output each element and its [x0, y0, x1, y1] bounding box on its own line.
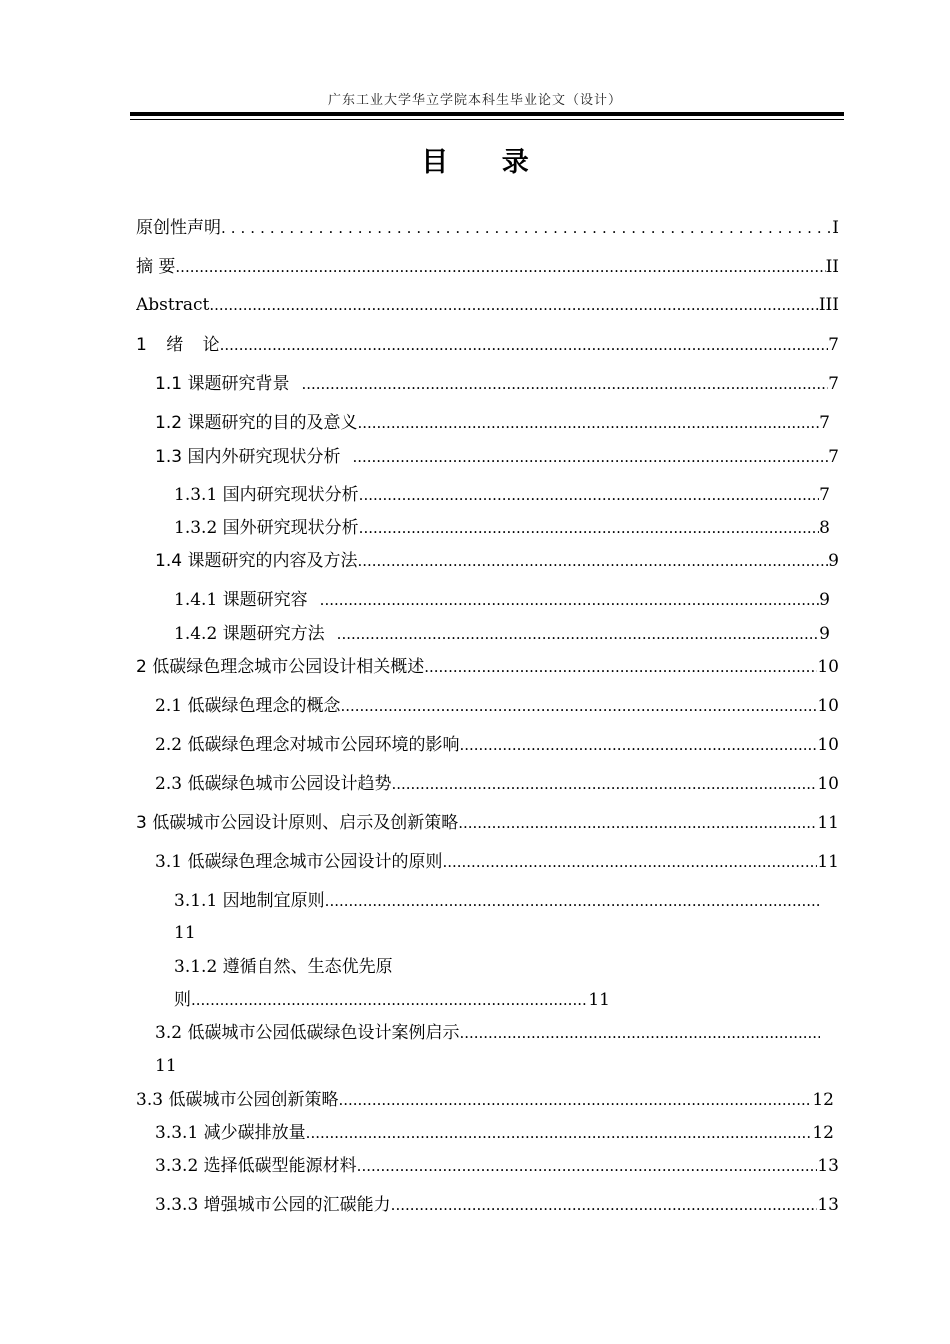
toc-entry-3-1-2[interactable] [174, 955, 393, 979]
toc-leader [325, 889, 820, 913]
toc-page: 7 [828, 447, 839, 467]
toc-entry-2-3[interactable] [155, 772, 839, 796]
toc-page: 7 [828, 335, 839, 355]
toc-label: 3.3.1 减少碳排放量 [155, 1123, 306, 1143]
toc-leader [391, 772, 817, 796]
toc-page: 12 [812, 1123, 834, 1143]
toc-entry-1-4-1[interactable] [174, 588, 830, 612]
toc-label-cont: 则 [174, 990, 191, 1010]
toc-page: 11 [588, 990, 610, 1010]
toc-label: 3 低碳城市公园设计原则、启示及创新策略 [136, 813, 459, 833]
toc-label: 2 低碳绿色理念城市公园设计相关概述 [136, 657, 425, 677]
toc-entry-1-3-2[interactable] [174, 516, 830, 540]
toc-page: 9 [819, 590, 830, 610]
toc-entry-abstract-cn[interactable] [136, 255, 839, 279]
toc-leader [442, 850, 817, 874]
toc-page: 9 [828, 551, 839, 571]
toc-label: 1.1 课题研究背景 [155, 374, 290, 394]
toc-leader [352, 445, 828, 469]
toc-label: 3.1 低碳绿色理念城市公园设计的原则 [155, 852, 443, 872]
toc-label: 3.2 低碳城市公园低碳绿色设计案例启示 [155, 1023, 460, 1043]
toc-entry-2-1[interactable] [155, 694, 839, 718]
toc-entry-1-4-2[interactable] [174, 622, 830, 646]
toc-entry-1-2[interactable] [155, 411, 830, 435]
toc-leader [459, 1021, 820, 1045]
toc-entry-3-1-2-cont[interactable] [174, 988, 610, 1012]
toc-label: 2.2 低碳绿色理念对城市公园环境的影响 [155, 735, 460, 755]
toc-page: 13 [817, 1195, 839, 1215]
toc-page: 7 [819, 413, 830, 433]
toc-page: 13 [817, 1156, 839, 1176]
toc-leader [340, 694, 817, 718]
toc-label: 3.3 低碳城市公园创新策略 [136, 1090, 339, 1110]
toc-leader [221, 216, 832, 240]
toc-label: 1.4 课题研究的内容及方法 [155, 551, 358, 571]
toc-leader [337, 622, 820, 646]
toc-page: 10 [817, 657, 839, 677]
toc-label: 3.3.3 增强城市公园的汇碳能力 [155, 1195, 391, 1215]
toc-label: 1.3.1 国内研究现状分析 [174, 485, 359, 505]
toc-leader [359, 483, 820, 507]
running-header: 广东工业大学华立学院本科生毕业论文（设计） [327, 93, 622, 108]
toc-entry-abstract-en[interactable] [136, 293, 839, 317]
toc-entry-originality[interactable] [136, 216, 839, 240]
toc-label: 3.1.1 因地制宜原则 [174, 891, 325, 911]
toc-page: III [818, 295, 839, 315]
toc-label: 1.4.1 课题研究容 [174, 590, 308, 610]
toc-entry-3-3-1[interactable] [155, 1121, 834, 1145]
toc-page: 11 [817, 852, 839, 872]
toc-entry-3-1[interactable] [155, 850, 839, 874]
toc-entry-1-3-1[interactable] [174, 483, 830, 507]
toc-entry-3-3-2[interactable] [155, 1154, 839, 1178]
toc-page: 10 [817, 774, 839, 794]
toc-leader [191, 988, 588, 1012]
toc-entry-3-3-3[interactable] [155, 1193, 839, 1217]
toc-page: 12 [812, 1090, 834, 1110]
toc-entry-1-1[interactable] [155, 372, 839, 396]
toc-leader [357, 411, 819, 435]
toc-page: II [825, 257, 839, 277]
toc-label: 1.2 课题研究的目的及意义 [155, 413, 358, 433]
toc-entry-3-3[interactable] [136, 1088, 834, 1112]
toc-page: 8 [819, 518, 830, 538]
toc-entry-2-2[interactable] [155, 733, 839, 757]
toc-entry-1-4[interactable] [155, 549, 839, 573]
toc-leader [424, 655, 817, 679]
toc-leader [306, 1121, 813, 1145]
toc-leader [220, 333, 829, 357]
toc-page: 7 [828, 374, 839, 394]
toc-page: 11 [817, 813, 839, 833]
toc-leader [357, 549, 828, 573]
header-rule-thin [130, 119, 844, 120]
toc-label: 3.3.2 选择低碳型能源材料 [155, 1156, 357, 1176]
toc-label: 摘 要 [136, 257, 176, 277]
toc-label: 2.3 低碳绿色城市公园设计趋势 [155, 774, 392, 794]
toc-entry-3-2[interactable] [155, 1021, 820, 1045]
toc-leader [320, 588, 820, 612]
toc-page: 10 [817, 735, 839, 755]
toc-page-wrapped: 11 [155, 1056, 177, 1076]
toc-label: 3.1.2 遵循自然、生态优先原 [174, 957, 393, 977]
toc-entry-3-1-1[interactable] [174, 889, 820, 913]
toc-leader [458, 811, 817, 835]
toc-entry-1-3[interactable] [155, 445, 839, 469]
toc-leader [359, 516, 820, 540]
page-title: 目 录 [421, 147, 551, 178]
toc-leader [357, 1154, 818, 1178]
toc-label: 1.3 国内外研究现状分析 [155, 447, 341, 467]
toc-leader [175, 255, 825, 279]
toc-leader [391, 1193, 818, 1217]
toc-page: 10 [817, 696, 839, 716]
toc-page: I [832, 218, 839, 238]
toc-leader [301, 372, 828, 396]
toc-label: 1.3.2 国外研究现状分析 [174, 518, 359, 538]
toc-entry-ch3[interactable] [136, 811, 839, 835]
toc-page-wrapped: 11 [174, 923, 196, 943]
header-rule-thick [130, 112, 844, 116]
toc-page: 7 [819, 485, 830, 505]
toc-page: 9 [819, 624, 830, 644]
toc-leader [338, 1088, 812, 1112]
toc-label: 原创性声明 [136, 218, 221, 238]
toc-label: 2.1 低碳绿色理念的概念 [155, 696, 341, 716]
toc-leader [459, 733, 817, 757]
toc-leader [209, 293, 819, 317]
toc-label: Abstract [136, 295, 210, 315]
toc-entry-ch2[interactable] [136, 655, 839, 679]
toc-label: 1 绪 论 [136, 335, 220, 355]
toc-label: 1.4.2 课题研究方法 [174, 624, 325, 644]
toc-entry-ch1[interactable] [136, 333, 839, 357]
